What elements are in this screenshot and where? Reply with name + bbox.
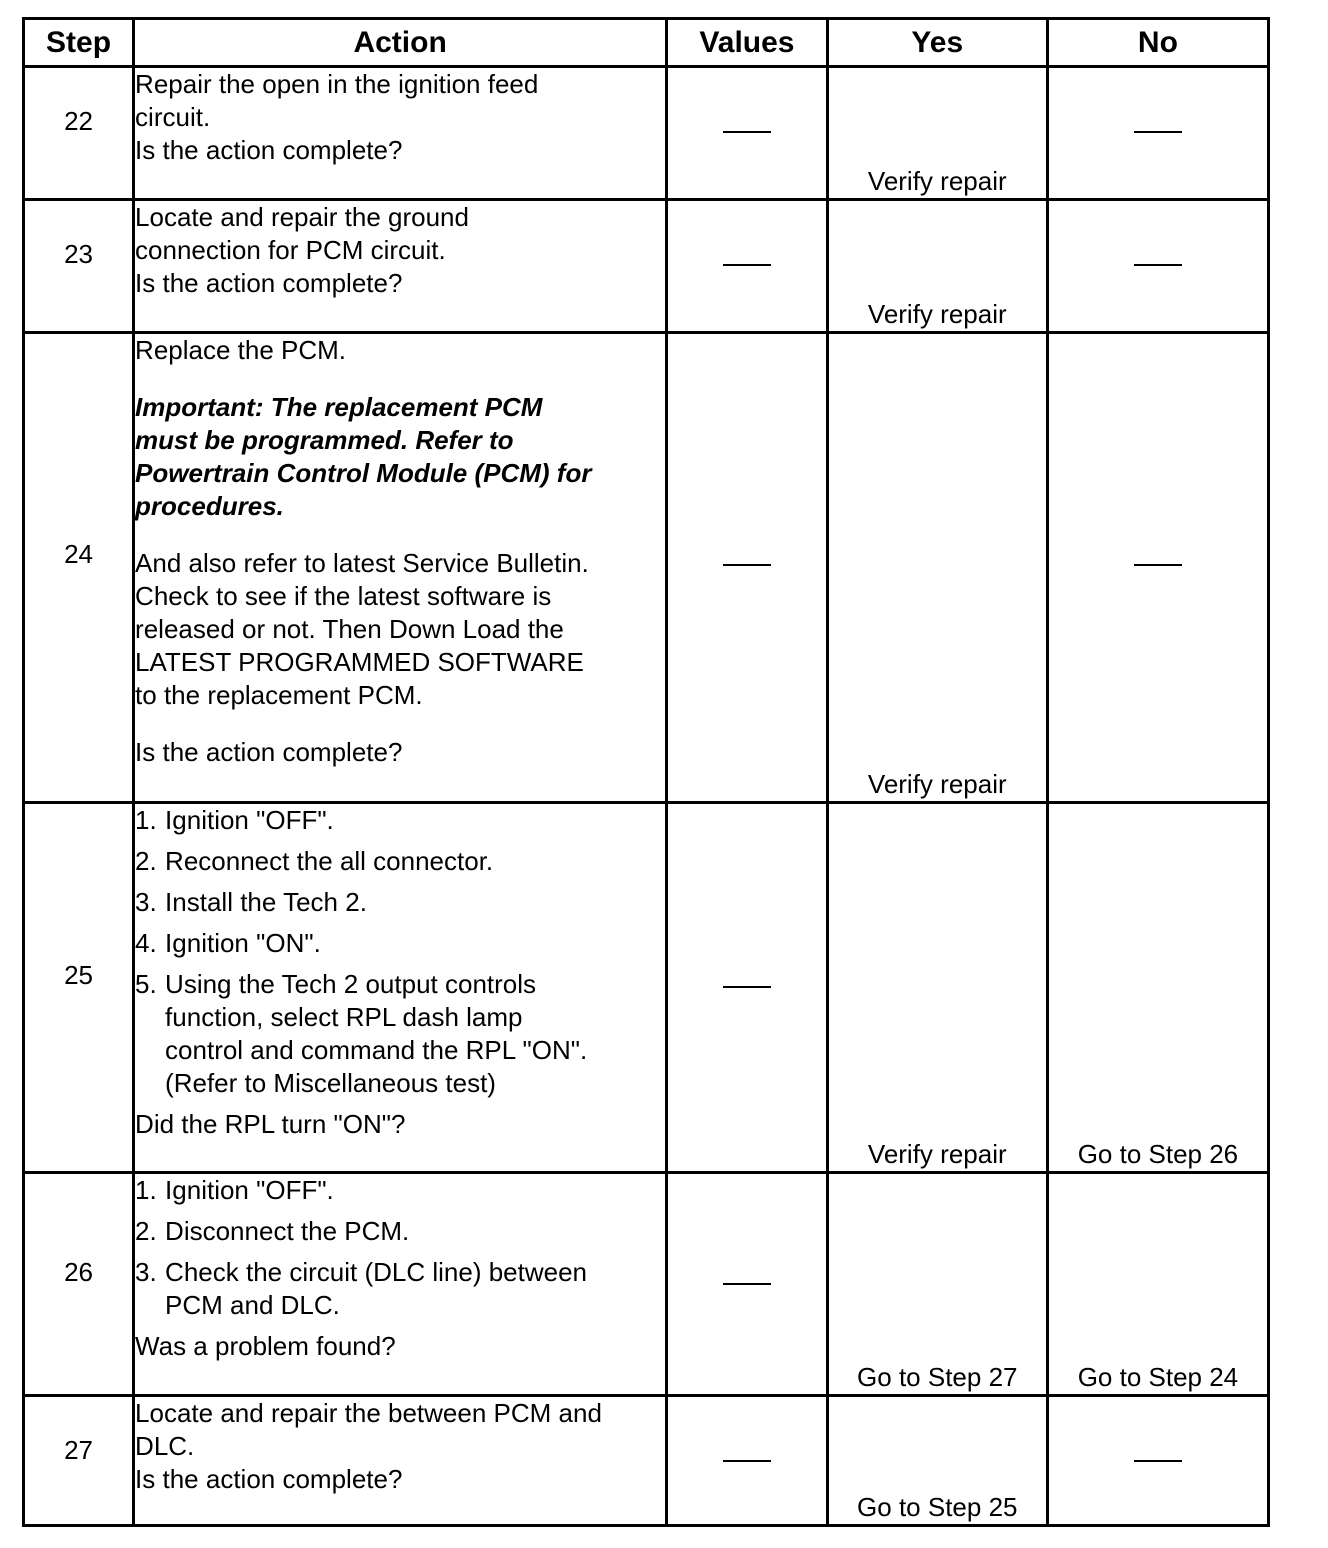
action-line: connection for PCM circuit. <box>135 235 446 265</box>
yes-cell <box>827 200 1047 333</box>
no-dash <box>1134 264 1182 266</box>
list-item <box>135 927 665 960</box>
list-item <box>135 804 665 837</box>
step-number <box>24 1396 134 1526</box>
yes-text: Verify repair <box>867 299 1007 329</box>
step-number-text: 27 <box>64 1435 93 1465</box>
yes-text: Go to Step 25 <box>857 1492 1018 1522</box>
action-line: circuit. <box>135 102 211 132</box>
values-cell <box>667 333 828 803</box>
step-number <box>24 67 134 200</box>
action-cell <box>134 1173 667 1396</box>
list-item-text: Using the Tech 2 output controls <box>165 969 537 999</box>
note-line: Check to see if the latest software is <box>135 581 552 611</box>
list-item-number: 2. <box>135 1216 157 1246</box>
list-item-text: Ignition "OFF". <box>165 805 334 835</box>
action-cell <box>134 333 667 803</box>
yes-text: Verify repair <box>867 166 1007 196</box>
action-line: Locate and repair the between PCM and <box>135 1398 602 1428</box>
note-line: to the replacement PCM. <box>135 680 423 710</box>
header-row <box>24 19 1269 67</box>
step-number <box>24 1173 134 1396</box>
list-item-text: Disconnect the PCM. <box>165 1216 410 1246</box>
list-item <box>135 1215 665 1248</box>
action-question: Is the action complete? <box>135 268 403 298</box>
header-action: Action <box>134 19 667 67</box>
table-row-step-22 <box>24 67 1269 200</box>
step-number-text: 25 <box>64 960 93 990</box>
list-item-text: Ignition "ON". <box>165 928 321 958</box>
values-dash <box>723 564 771 566</box>
no-dash <box>1134 1460 1182 1462</box>
values-cell <box>667 200 828 333</box>
values-dash <box>723 1283 771 1285</box>
list-item-text: Install the Tech 2. <box>165 887 367 917</box>
values-dash <box>723 264 771 266</box>
list-item-number: 1. <box>135 1175 157 1205</box>
values-dash <box>723 131 771 133</box>
no-cell <box>1047 1173 1268 1396</box>
yes-cell <box>827 1396 1047 1526</box>
note-line: released or not. Then Down Load the <box>135 614 564 644</box>
list-item-number: 5. <box>135 969 157 999</box>
step-number <box>24 333 134 803</box>
values-cell <box>667 1396 828 1526</box>
action-question: Is the action complete? <box>135 135 403 165</box>
yes-cell <box>827 803 1047 1173</box>
diagnostic-table <box>22 17 1270 1527</box>
no-text: Go to Step 26 <box>1077 1139 1239 1169</box>
header-yes: Yes <box>827 19 1047 67</box>
important-note <box>135 391 665 523</box>
table-row-step-26 <box>24 1173 1269 1396</box>
values-cell <box>667 1173 828 1396</box>
table-row-step-24 <box>24 333 1269 803</box>
table-row-step-27 <box>24 1396 1269 1526</box>
list-item-text: control and command the RPL "ON". <box>165 1035 588 1065</box>
list-item-number: 2. <box>135 846 157 876</box>
step-number-text: 22 <box>64 106 93 136</box>
list-item <box>135 968 665 1100</box>
action-line: DLC. <box>135 1431 195 1461</box>
list-item-text: PCM and DLC. <box>165 1290 340 1320</box>
yes-cell <box>827 67 1047 200</box>
important-line: must be programmed. Refer to <box>135 425 514 455</box>
no-dash <box>1134 131 1182 133</box>
list-item-number: 3. <box>135 1257 157 1287</box>
action-line: Repair the open in the ignition feed <box>135 69 539 99</box>
yes-text: Go to Step 27 <box>857 1362 1018 1392</box>
action-line: Locate and repair the ground <box>135 202 469 232</box>
no-cell <box>1047 1396 1268 1526</box>
yes-cell <box>827 333 1047 803</box>
action-intro: Replace the PCM. <box>135 335 347 365</box>
important-line: procedures. <box>135 491 284 521</box>
no-cell <box>1047 333 1268 803</box>
table-row-step-25 <box>24 803 1269 1173</box>
list-item-text: Ignition "OFF". <box>165 1175 334 1205</box>
no-text: Go to Step 24 <box>1077 1362 1239 1392</box>
table-row-step-23 <box>24 200 1269 333</box>
no-cell <box>1047 67 1268 200</box>
no-cell <box>1047 803 1268 1173</box>
header-values: Values <box>667 19 828 67</box>
list-item <box>135 886 665 919</box>
header-no: No <box>1047 19 1268 67</box>
values-cell <box>667 67 828 200</box>
important-line: Powertrain Control Module (PCM) for <box>135 458 592 488</box>
values-cell <box>667 803 828 1173</box>
yes-text: Verify repair <box>867 1139 1007 1169</box>
list-item-text: Check the circuit (DLC line) between <box>165 1257 588 1287</box>
step-number-text: 24 <box>64 539 93 569</box>
list-item <box>135 845 665 878</box>
list-item <box>135 1174 665 1207</box>
note-line: LATEST PROGRAMMED SOFTWARE <box>135 647 584 677</box>
action-cell <box>134 200 667 333</box>
step-number-text: 23 <box>64 239 93 269</box>
list-item-text: (Refer to Miscellaneous test) <box>165 1068 496 1098</box>
yes-cell <box>827 1173 1047 1396</box>
action-cell <box>134 67 667 200</box>
list-item-number: 4. <box>135 928 157 958</box>
note-line: And also refer to latest Service Bulletin. <box>135 548 589 578</box>
no-dash <box>1134 564 1182 566</box>
step-number <box>24 803 134 1173</box>
service-bulletin-note <box>135 547 665 712</box>
action-question: Was a problem found? <box>135 1331 396 1361</box>
action-question: Is the action complete? <box>135 1464 403 1494</box>
step-number-text: 26 <box>64 1257 93 1287</box>
header-step: Step <box>24 19 134 67</box>
no-cell <box>1047 200 1268 333</box>
values-dash <box>723 986 771 988</box>
action-cell <box>134 1396 667 1526</box>
step-number <box>24 200 134 333</box>
values-dash <box>723 1460 771 1462</box>
action-question: Did the RPL turn "ON"? <box>135 1109 406 1139</box>
list-item-text: Reconnect the all connector. <box>165 846 494 876</box>
list-item-number: 3. <box>135 887 157 917</box>
important-line: Important: The replacement PCM <box>135 392 543 422</box>
yes-text: Verify repair <box>867 769 1007 799</box>
action-cell <box>134 803 667 1173</box>
action-question: Is the action complete? <box>135 737 403 767</box>
list-item-text: function, select RPL dash lamp <box>165 1002 523 1032</box>
list-item <box>135 1256 665 1322</box>
list-item-number: 1. <box>135 805 157 835</box>
